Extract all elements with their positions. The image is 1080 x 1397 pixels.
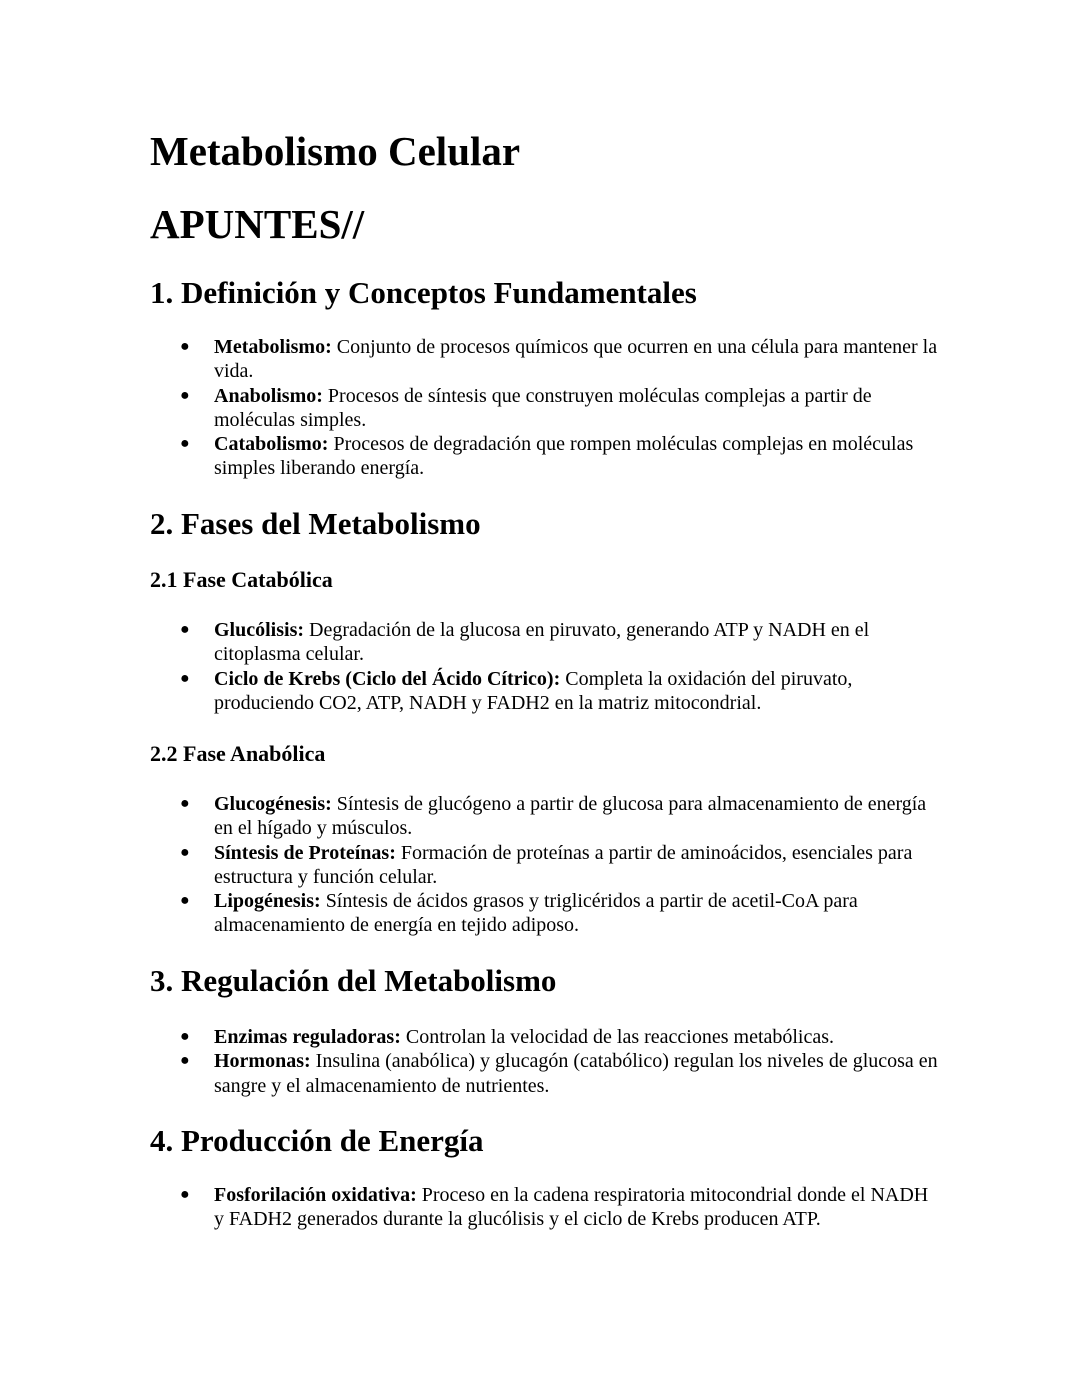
bullet-icon: ● <box>180 386 190 404</box>
list-item <box>150 335 940 384</box>
list-item <box>150 1025 940 1049</box>
energy-list <box>150 1183 940 1232</box>
item-text: Procesos de síntesis que construyen moléculas complejas a partir de moléculas simples. <box>214 384 872 431</box>
list-item <box>150 1183 940 1232</box>
catabolic-list <box>150 618 940 715</box>
section-heading-produccion: 4. Producción de Energía <box>150 1123 484 1158</box>
subsection-heading-anabolica: 2.2 Fase Anabólica <box>150 741 326 766</box>
item-term: Ciclo de Krebs (Ciclo del Ácido Cítrico): <box>214 667 561 690</box>
subsection-heading-catabolica: 2.1 Fase Catabólica <box>150 567 333 592</box>
bullet-icon: ● <box>180 892 190 910</box>
item-term: Fosforilación oxidativa: <box>214 1184 417 1206</box>
definitions-list <box>150 335 940 481</box>
list-item <box>150 792 940 841</box>
bullet-icon: ● <box>180 669 190 687</box>
list-item <box>150 841 940 890</box>
item-text: Síntesis de glucógeno a partir de glucosa para almacenamiento de energía en el hígado y músculos. <box>214 793 927 840</box>
item-text: Insulina (anabólica) y glucagón (catabólico) regulan los niveles de glucosa en sangre y el almacenamiento de nutrientes. <box>214 1050 938 1097</box>
item-term: Síntesis de Proteínas: <box>214 841 396 864</box>
item-term: Glucogénesis: <box>214 793 332 815</box>
item-text: Conjunto de procesos químicos que ocurren en una célula para mantener la vida. <box>214 336 938 383</box>
item-text: Formación de proteínas a partir de aminoácidos, esenciales para estructura y función celular. <box>214 841 913 888</box>
bullet-icon: ● <box>180 1052 190 1070</box>
item-term: Catabolismo: <box>214 433 329 456</box>
bullet-icon: ● <box>180 338 190 355</box>
bullet-icon: ● <box>180 621 190 638</box>
item-text: Degradación de la glucosa en piruvato, generando ATP y NADH en el citoplasma celular. <box>214 619 870 666</box>
list-item <box>150 667 940 716</box>
section-heading-regulacion: 3. Regulación del Metabolismo <box>150 963 557 998</box>
bullet-icon: ● <box>180 843 190 861</box>
list-item <box>150 432 940 481</box>
item-term: Anabolismo: <box>214 384 323 407</box>
section-heading-definicion: 1. Definición y Conceptos Fundamentales <box>150 275 697 310</box>
list-item <box>150 1049 940 1098</box>
regulation-list <box>150 1025 940 1098</box>
item-term: Hormonas: <box>214 1050 311 1073</box>
bullet-icon: ● <box>180 795 190 812</box>
item-text: Procesos de degradación que rompen moléculas complejas en moléculas simples liberando energía. <box>214 433 914 480</box>
item-text: Completa la oxidación del piruvato, produciendo CO2, ATP, NADH y FADH2 en la matriz mitocondrial. <box>214 667 853 714</box>
section-heading-fases: 2. Fases del Metabolismo <box>150 506 481 541</box>
item-term: Enzimas reguladoras: <box>214 1026 401 1048</box>
list-item <box>150 889 940 938</box>
document-title: Metabolismo Celular <box>150 128 521 174</box>
document-subtitle: APUNTES// <box>150 201 365 247</box>
bullet-icon: ● <box>180 435 190 453</box>
item-term: Lipogénesis: <box>214 890 321 913</box>
anabolic-list <box>150 792 940 938</box>
item-term: Glucólisis: <box>214 619 305 641</box>
list-item <box>150 384 940 433</box>
item-text: Controlan la velocidad de las reacciones metabólicas. <box>400 1026 835 1048</box>
bullet-icon: ● <box>180 1028 190 1045</box>
item-text: Proceso en la cadena respiratoria mitocondrial donde el NADH y FADH2 generados durante la glucólisis y el ciclo de Krebs producen ATP. <box>214 1184 929 1231</box>
bullet-icon: ● <box>180 1186 190 1203</box>
item-text: Síntesis de ácidos grasos y triglicéridos a partir de acetil-CoA para almacenamiento de energía en tejido adiposo. <box>214 890 858 937</box>
item-term: Metabolismo: <box>214 336 332 358</box>
list-item <box>150 618 940 667</box>
